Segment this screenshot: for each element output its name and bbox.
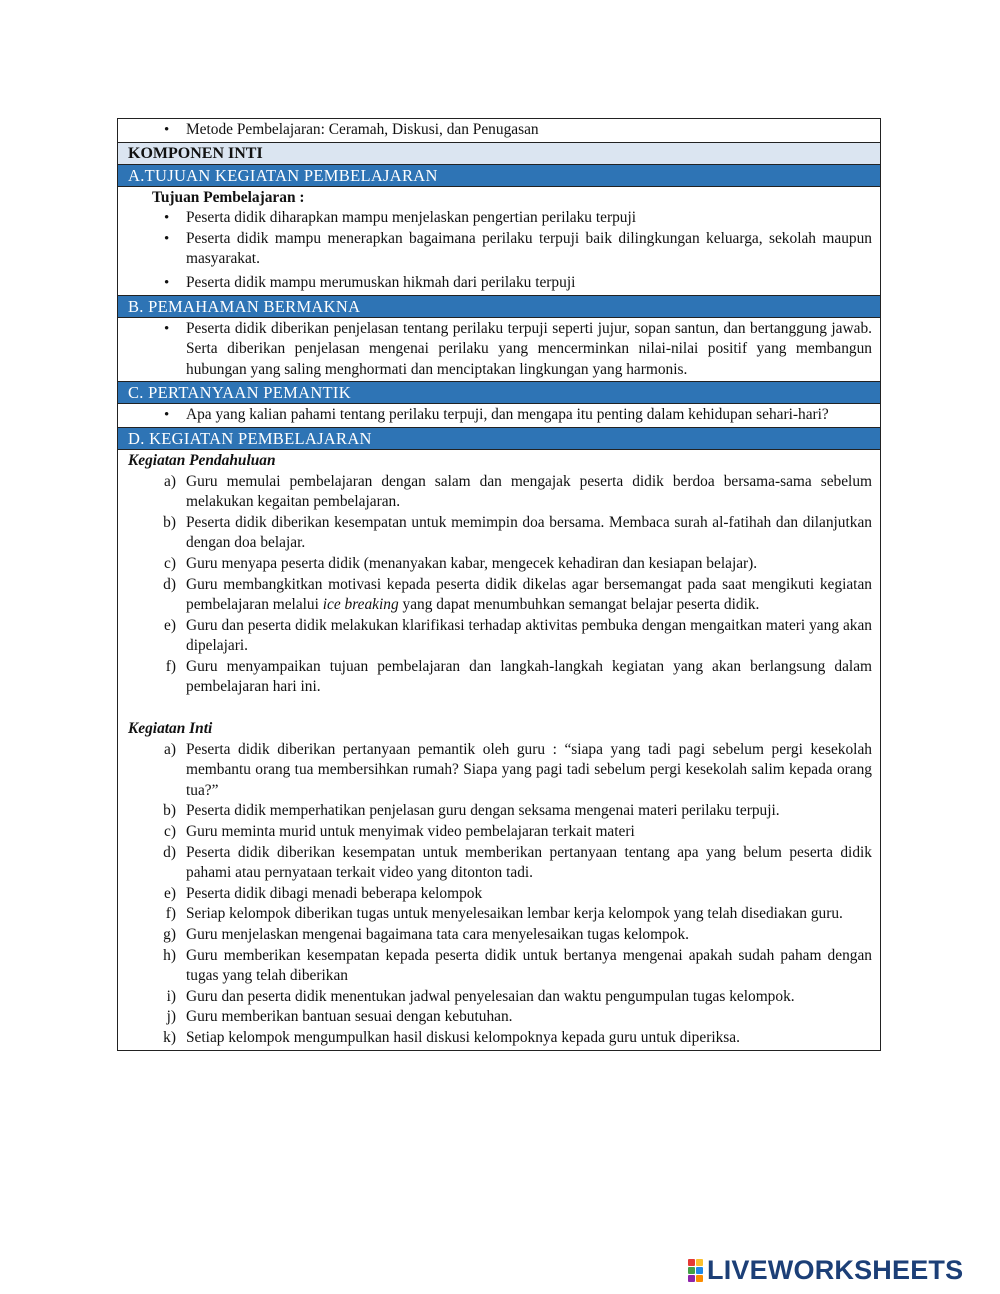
- list-item: a) Guru memulai pembelajaran dengan salam dan mengajak peserta didik berdoa bersama-sama sebelum melakukan kegaitan pembelajaran.: [164, 472, 872, 511]
- list-item: b) Peserta didik memperhatikan penjelasan guru dengan seksama mengenai materi perilaku terpuji.: [163, 802, 780, 820]
- list-item: d) Peserta didik diberikan kesempatan untuk memberikan pertanyaan tentang apa yang belum peserta didik pahami atau pernyataan terkait video yang ditonton tadi.: [163, 843, 872, 882]
- metode-item: • Metode Pembelajaran: Ceramah, Diskusi, dan Penugasan: [128, 120, 872, 141]
- list-item: e) Guru dan peserta didik melakukan klarifikasi terhadap aktivitas pembuka dengan mengaitkan materi yang akan dipelajari.: [164, 616, 872, 655]
- list-item: d) Guru membangkitkan motivasi kepada peserta didik dikelas agar bersemangat pada saat mengikuti kegiatan pembelajaran melalui ice breaking yang dapat menumbuhkan semangat belajar peserta didik.: [163, 575, 872, 614]
- tujuan-subtitle: Tujuan Pembelajaran :: [152, 188, 305, 206]
- pendahuluan-title: Kegiatan Pendahuluan: [128, 451, 276, 469]
- komponen-inti-header: KOMPONEN INTI: [118, 143, 880, 165]
- section-b-body: [118, 318, 880, 383]
- pendahuluan-list: [128, 472, 872, 699]
- list-item: f) Guru menyampaikan tujuan pembelajaran dan langkah-langkah kegiatan yang akan berlangsung dalam pembelajaran hari ini.: [165, 657, 872, 696]
- liveworksheets-logo: [688, 1254, 963, 1286]
- section-a-header: A.TUJUAN KEGIATAN PEMBELAJARAN: [118, 165, 880, 187]
- section-d-header: D. KEGIATAN PEMBELAJARAN: [118, 428, 880, 450]
- list-item: • Peserta didik diberikan penjelasan tentang perilaku terpuji seperti jujur, sopan santun, dan bertanggung jawab. Serta diberikan penjelasan mengenai perilaku yang mencerminkan nilai-nilai positif yang membangun hubungan yang saling menghormati dan menciptakan lingkungan yang harmonis.: [128, 319, 872, 381]
- list-item: k) Setiap kelompok mengumpulkan hasil diskusi kelompoknya kepada guru untuk diperiksa.: [163, 1028, 740, 1046]
- section-b-header: B. PEMAHAMAN BERMAKNA: [118, 296, 880, 318]
- list-item: • Peserta didik diharapkan mampu menjelaskan pengertian perilaku terpuji: [128, 208, 872, 229]
- list-item: j) Guru memberikan bantuan sesuai dengan kebutuhan.: [166, 1008, 513, 1026]
- section-d-body: [118, 450, 880, 1050]
- list-item: • Peserta didik mampu merumuskan hikmah dari perilaku terpuji: [128, 273, 872, 294]
- logo-text: LIVEWORKSHEETS: [707, 1254, 964, 1285]
- list-item: • Peserta didik mampu menerapkan bagaimana perilaku terpuji baik dilingkungan keluarga, sekolah maupun masyarakat.: [128, 229, 872, 270]
- section-a-body: [118, 187, 880, 296]
- section-c-body: [118, 404, 880, 428]
- list-item: h) Guru memberikan kesempatan kepada peserta didik untuk bertanya mengenai apakah sudah paham dengan tugas yang telah diberikan: [163, 946, 872, 985]
- list-item: • Apa yang kalian pahami tentang perilaku terpuji, dan mengapa itu penting dalam kehidupan sehari-hari?: [128, 405, 872, 426]
- inti-list: [128, 740, 872, 1049]
- lesson-plan-table: [117, 118, 881, 1051]
- section-c-header: C. PERTANYAAN PEMANTIK: [118, 382, 880, 404]
- list-item: c) Guru menyapa peserta didik (menanyakan kabar, mengecek kehadiran dan kesiapan belajar).: [164, 554, 758, 572]
- metode-row: [118, 119, 880, 143]
- list-item: c) Guru meminta murid untuk menyimak video pembelajaran terkait materi: [164, 823, 635, 841]
- list-item: g) Guru menjelaskan mengenai bagaimana tata cara menyelesaikan tugas kelompok.: [163, 926, 689, 943]
- list-item: f) Seriap kelompok diberikan tugas untuk menyelesaikan lembar kerja kelompok yang telah disediakan guru.: [165, 905, 843, 923]
- list-item: a) Peserta didik diberikan pertanyaan pemantik oleh guru : “siapa yang tadi pagi sebelum pergi kesekolah membantu orang tua membersihkan rumah? Siapa yang pagi tadi sebelum pergi kesekolah salim kepada orang tua?”: [164, 740, 872, 799]
- list-item: i) Guru dan peserta didik menentukan jadwal penyelesaian dan waktu pengumpulan tugas kelompok.: [166, 987, 795, 1005]
- list-item: b) Peserta didik diberikan kesempatan untuk memimpin doa bersama. Membaca surah al-fatihah dan dilanjutkan dengan doa belajar.: [163, 513, 872, 552]
- list-item: e) Peserta didik dibagi menadi beberapa kelompok: [164, 884, 483, 902]
- inti-title: Kegiatan Inti: [128, 720, 213, 738]
- logo-blocks-icon: [688, 1259, 703, 1282]
